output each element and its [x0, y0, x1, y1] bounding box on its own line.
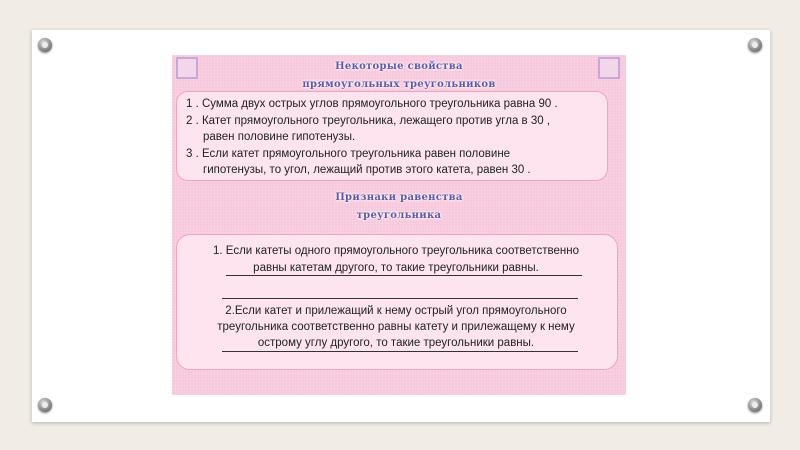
sign-1-line1: 1. Если катеты одного прямоугольного треугольника соответственно — [213, 245, 579, 257]
property-3-line1: 3 . Если катет прямоугольного треугольника равен половине — [186, 148, 511, 160]
property-3-line2: гипотенузы, то угол, лежащий против этого катета, равен 30 . — [203, 164, 531, 176]
sign-2-line1: 2.Если катет и прилежащий к нему острый угол прямоугольного — [225, 305, 567, 317]
pushpin-icon — [38, 38, 52, 52]
sign-1-line2: равны катетам другого, то такие треугольники равны. — [253, 262, 539, 274]
underline — [226, 275, 582, 276]
properties-heading-line1: Некоторые свойства — [335, 61, 463, 72]
pushpin-icon — [748, 398, 762, 412]
underline — [222, 351, 578, 352]
pushpin-icon — [748, 38, 762, 52]
properties-heading-line2: прямоугольных треугольников — [302, 79, 496, 90]
signs-heading-line1: Признаки равенства — [335, 192, 463, 203]
property-1: 1 . Сумма двух острых углов прямоугольного треугольника равна 90 . — [186, 98, 558, 110]
pushpin-icon — [38, 398, 52, 412]
sign-2-line3: острому углу другого, то такие треугольники равны. — [257, 337, 535, 349]
divider-line — [222, 298, 578, 299]
property-2-line1: 2 . Катет прямоугольного треугольника, лежащего против угла в 30 , — [186, 115, 551, 127]
property-2-line2: равен половине гипотенузы. — [203, 131, 356, 143]
sign-2-line2: треугольника соответственно равны катету и прилежащему к нему — [217, 321, 575, 333]
signs-heading-line2: треугольника — [356, 210, 442, 221]
